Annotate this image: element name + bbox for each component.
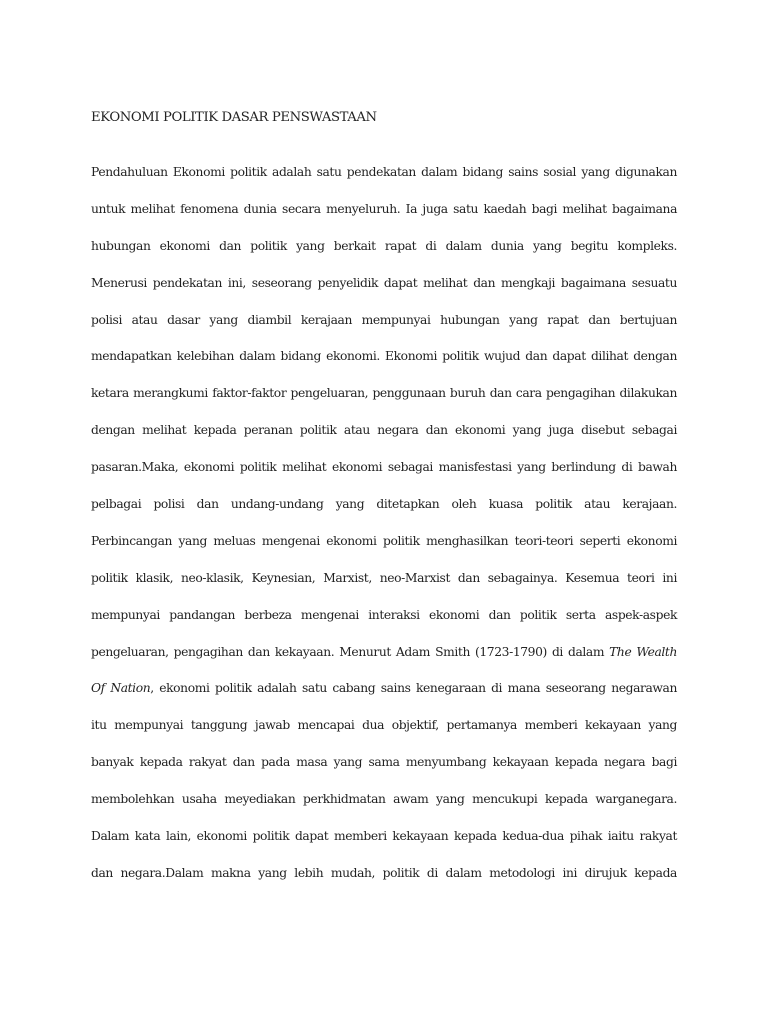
document-title: EKONOMI POLITIK DASAR PENSWASTAAN — [91, 110, 377, 125]
body-line: untuk melihat fenomena dunia secara menyeluruh. Ia juga satu kaedah bagi melihat bagaimana — [91, 201, 677, 216]
body-line: polisi atau dasar yang diambil kerajaan mempunyai hubungan yang rapat dan bertujuan — [91, 312, 677, 327]
body-line-with-book-title — [91, 670, 677, 707]
body-line: Menerusi pendekatan ini, seseorang penyelidik dapat melihat dan mengkaji bagaimana sesuatu — [91, 275, 677, 290]
body-line: membolehkan usaha meyediakan perkhidmatan awam yang mencukupi kepada warganegara. — [91, 792, 677, 807]
body-line: pelbagai polisi dan undang-undang yang ditetapkan oleh kuasa politik atau kerajaan. — [91, 497, 677, 512]
body-line: banyak kepada rakyat dan pada masa yang sama menyumbang kekayaan kepada negara bagi — [91, 755, 677, 770]
body-line: mempunyai pandangan berbeza mengenai interaksi ekonomi dan politik serta aspek-aspek — [91, 607, 677, 622]
body-line: dengan melihat kepada peranan politik atau negara dan ekonomi yang juga disebut sebagai — [91, 423, 677, 438]
body-line: ketara merangkumi faktor-faktor pengeluaran, penggunaan buruh dan cara pengagihan dilakukan — [91, 386, 677, 401]
body-line-text: pengeluaran, pengagihan dan kekayaan. Menurut Adam Smith (1723-1790) di dalam — [91, 644, 610, 659]
body-line: itu mempunyai tanggung jawab mencapai dua objektif, pertamanya memberi kekayaan yang — [91, 718, 677, 733]
book-title-part-1: The Wealth — [609, 644, 677, 659]
body-line: politik klasik, neo-klasik, Keynesian, Marxist, neo-Marxist dan sebagainya. Kesemua teori ini — [91, 570, 677, 585]
body-line-with-book-title — [91, 634, 677, 671]
book-title-part-2: Of Nation — [91, 681, 151, 696]
body-line: hubungan ekonomi dan politik yang berkait rapat di dalam dunia yang begitu kompleks. — [91, 238, 677, 253]
body-line: dan negara.Dalam makna yang lebih mudah, politik di dalam metodologi ini dirujuk kepada — [91, 865, 677, 880]
body-line: mendapatkan kelebihan dalam bidang ekonomi. Ekonomi politik wujud dan dapat dilihat dengan — [91, 349, 677, 364]
body-line: Dalam kata lain, ekonomi politik dapat memberi kekayaan kepada kedua-dua pihak iaitu rakyat — [91, 829, 677, 844]
body-line: Perbincangan yang meluas mengenai ekonomi politik menghasilkan teori-teori seperti ekonomi — [91, 533, 677, 548]
body-line-text: , ekonomi politik adalah satu cabang sains kenegaraan di mana seseorang negarawan — [150, 681, 677, 696]
document-body — [91, 154, 677, 892]
body-line: Pendahuluan Ekonomi politik adalah satu pendekatan dalam bidang sains sosial yang digunakan — [91, 165, 677, 179]
body-line: pasaran.Maka, ekonomi politik melihat ekonomi sebagai manisfestasi yang berlindung di bawah — [91, 460, 677, 475]
